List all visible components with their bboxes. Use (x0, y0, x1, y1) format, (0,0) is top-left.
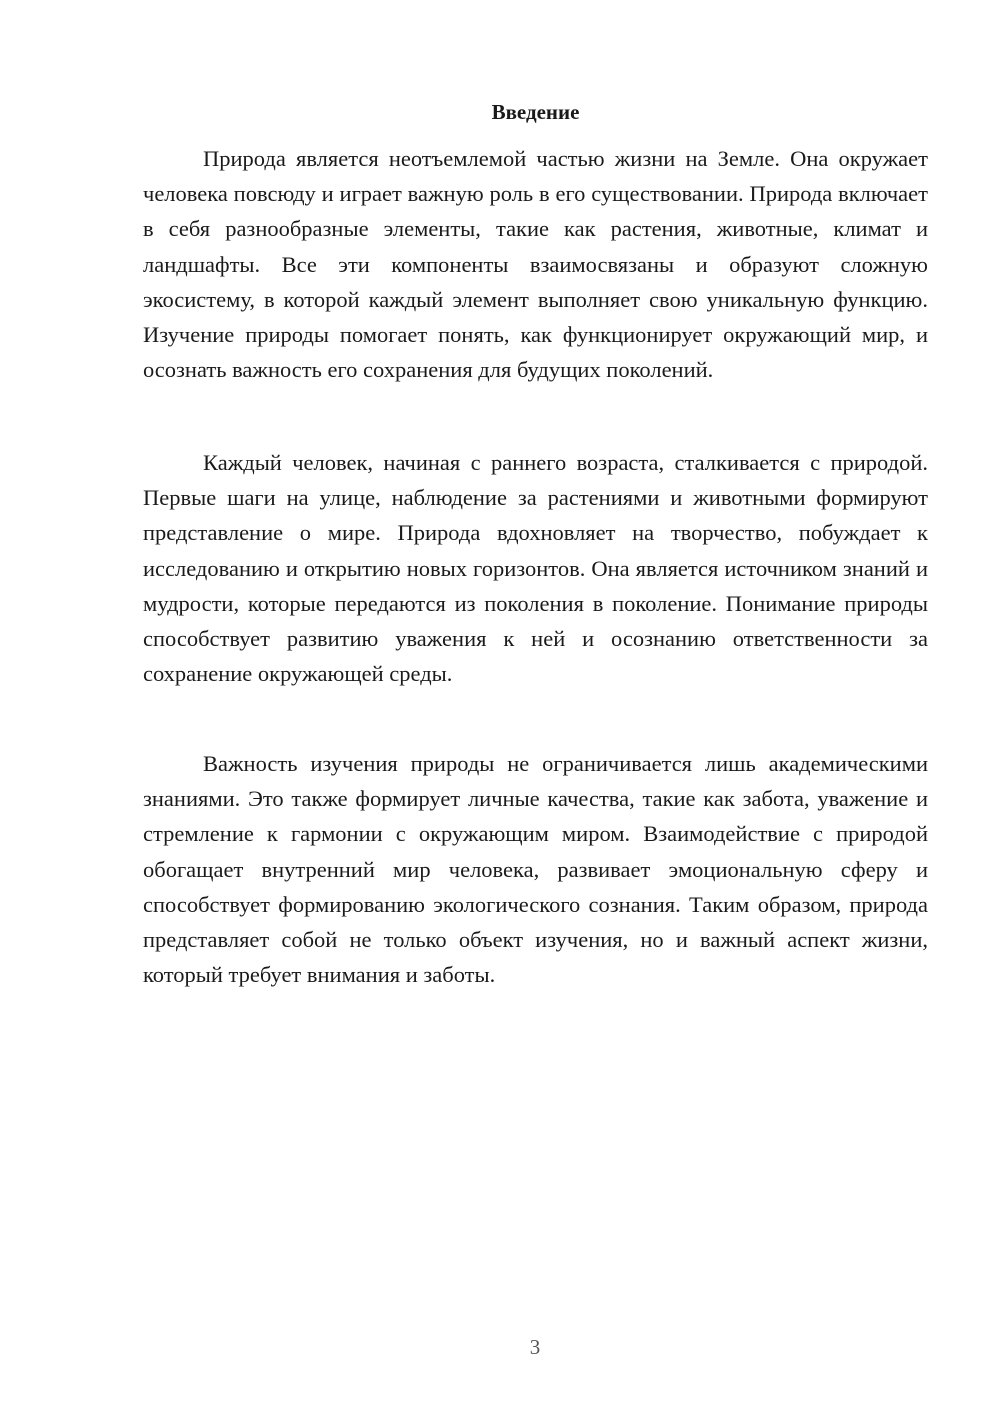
paragraph-2: Каждый человек, начиная с раннего возраста, сталкивается с природой. Первые шаги на улице, наблюдение за растениями и животными формируют представление о мире. Природа вдохновляет на творчество, побуждает к исследованию и открытию новых горизонтов. Она является источником знаний и мудрости, которые передаются из поколения в поколение. Понимание природы способствует развитию уважения к ней и осознанию ответственности за сохранение окружающей среды. (143, 450, 928, 687)
paragraph-1: Природа является неотъемлемой частью жизни на Земле. Она окружает человека повсюду и играет важную роль в его существовании. Природа включает в себя разнообразные элементы, такие как растения, животные, климат и ландшафты. Все эти компоненты взаимосвязаны и образуют сложную экосистему, в которой каждый элемент выполняет свою уникальную функцию. Изучение природы помогает понять, как функционирует окружающий мир, и осознать важность его сохранения для будущих поколений. (143, 146, 928, 383)
paragraph-3: Важность изучения природы не ограничивается лишь академическими знаниями. Это также формирует личные качества, такие как забота, уважение и стремление к гармонии с окружающим миром. Взаимодействие с природой обогащает внутренний мир человека, развивает эмоциональную сферу и способствует формированию экологического сознания. Таким образом, природа представляет собой не только объект изучения, но и важный аспект жизни, который требует внимания и заботы. (143, 751, 928, 988)
page-number: 3 (529, 1335, 541, 1359)
section-heading: Введение (491, 100, 580, 124)
